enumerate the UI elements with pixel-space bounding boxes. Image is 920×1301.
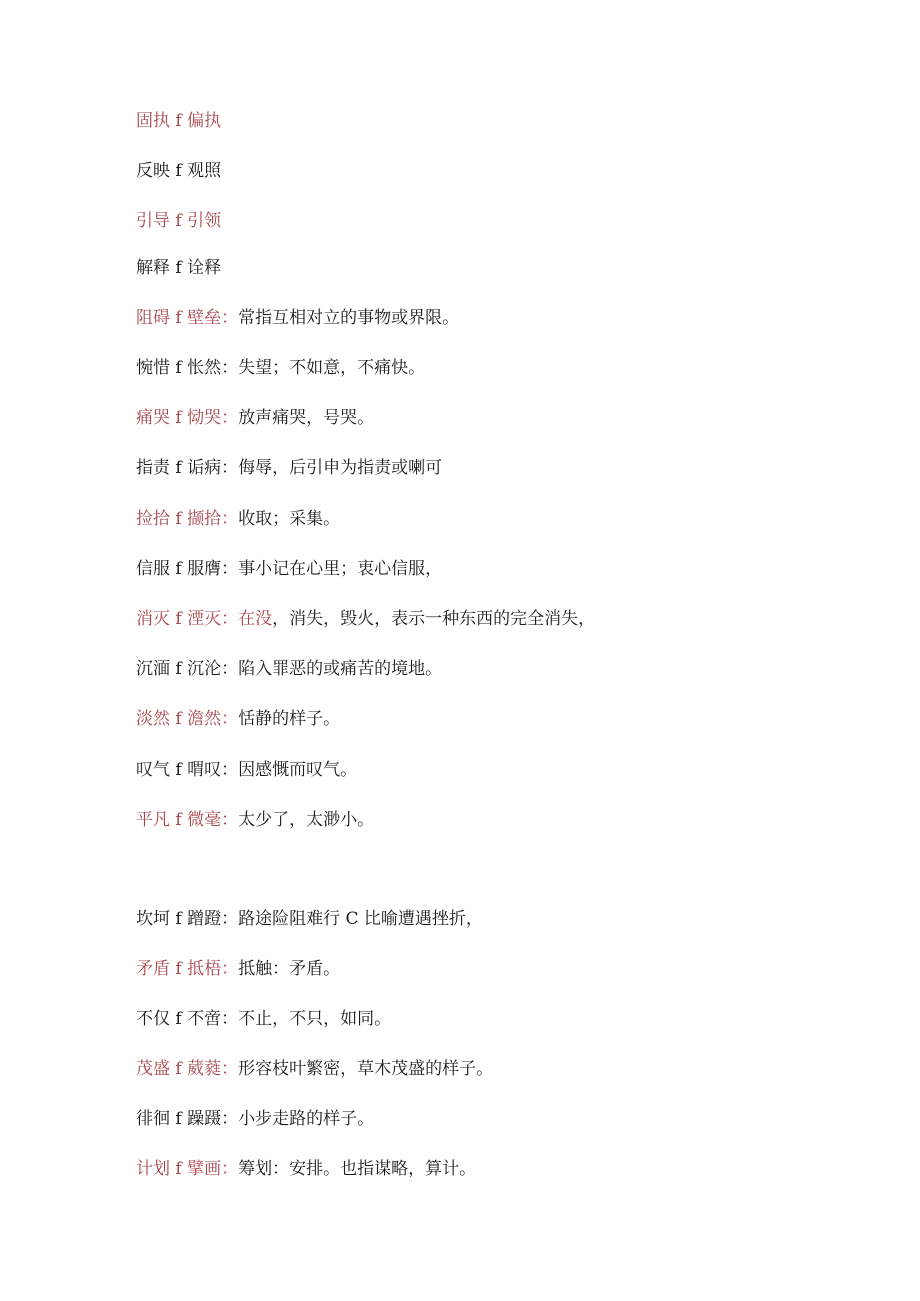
vocab-term: 矛盾 f 抵梧： [136,959,239,979]
vocab-definition: 侮辱，后引申为指责或喇可 [238,458,443,478]
vocab-term: 茂盛 f 葳蕤： [136,1059,239,1079]
vocab-term: 指责 f 诟病： [136,458,239,478]
vocab-line [136,906,483,932]
vocab-definition: 收取；采集。 [238,509,341,529]
vocab-definition: 形容枝叶繁密，草木茂盛的样子。 [238,1059,494,1079]
vocab-line [136,656,442,682]
vocab-term: 阻碍 f 壁垒： [136,308,239,328]
vocab-definition: 陷入罪恶的或痛苦的境地。 [238,659,443,679]
vocab-term: 捡拾 f 撷拾： [136,509,239,529]
vocab-definition: 事小记在心里；衷心信服， [238,559,443,579]
vocab-definition: 常指互相对立的事物或界限。 [238,308,460,328]
vocab-line [136,1006,391,1032]
vocab-definition: 太少了，太渺小。 [238,810,375,830]
vocab-term: 叹气 f 喟叹： [136,760,239,780]
vocab-line [136,807,374,833]
vocab-term: 坎坷 f 蹭蹬： [136,909,239,929]
vocab-line [136,208,221,234]
vocab-definition: 抵触：矛盾。 [238,959,341,979]
vocab-term: 惋惜 f 怅然： [136,358,239,378]
vocab-term: 平凡 f 微毫： [136,810,239,830]
vocab-line [136,255,221,281]
vocab-definition: ，消失，毁火，表示一种东西的完全消失， [272,609,596,629]
vocab-definition: 失望；不如意，不痛快。 [238,358,426,378]
vocab-line [136,606,595,632]
vocab-term: 反映 f 观照 [136,161,222,181]
vocab-term: 不仅 f 不啻： [136,1009,239,1029]
vocab-term: 沉湎 f 沉沦： [136,659,239,679]
vocab-term: 解释 f 诠释 [136,258,222,278]
vocab-term: 消灭 f 湮灭：在没 [136,609,273,629]
vocab-line [136,305,459,331]
vocab-line [136,1156,476,1182]
vocab-line [136,108,221,134]
vocab-term: 引导 f 引领 [136,211,222,231]
vocab-term: 淡然 f 澹然： [136,709,239,729]
vocab-line [136,556,442,582]
vocab-line [136,455,442,481]
vocab-line [136,956,340,982]
vocab-term: 痛哭 f 恸哭： [136,408,239,428]
vocab-line [136,757,357,783]
vocab-line [136,506,340,532]
vocab-term: 固执 f 偏执 [136,111,222,131]
vocab-term: 信服 f 服膺： [136,559,239,579]
vocab-definition: 路途险阻难行 C 比喻遭遇挫折， [238,909,483,929]
vocab-line [136,1106,374,1132]
vocab-term: 徘徊 f 躁蹑： [136,1109,239,1129]
vocab-line [136,706,340,732]
vocab-definition: 因感慨而叹气。 [238,760,358,780]
vocab-line [136,1056,493,1082]
vocab-term: 计划 f 擘画： [136,1159,239,1179]
vocab-definition: 筹划：安排。也指谋略，算计。 [238,1159,477,1179]
vocab-line [136,355,425,381]
vocab-definition: 放声痛哭，号哭。 [238,408,375,428]
vocab-definition: 不止，不只，如同。 [238,1009,392,1029]
vocab-line [136,158,221,184]
vocab-line [136,405,374,431]
vocab-definition: 小步走路的样子。 [238,1109,375,1129]
vocab-definition: 恬静的样子。 [238,709,341,729]
